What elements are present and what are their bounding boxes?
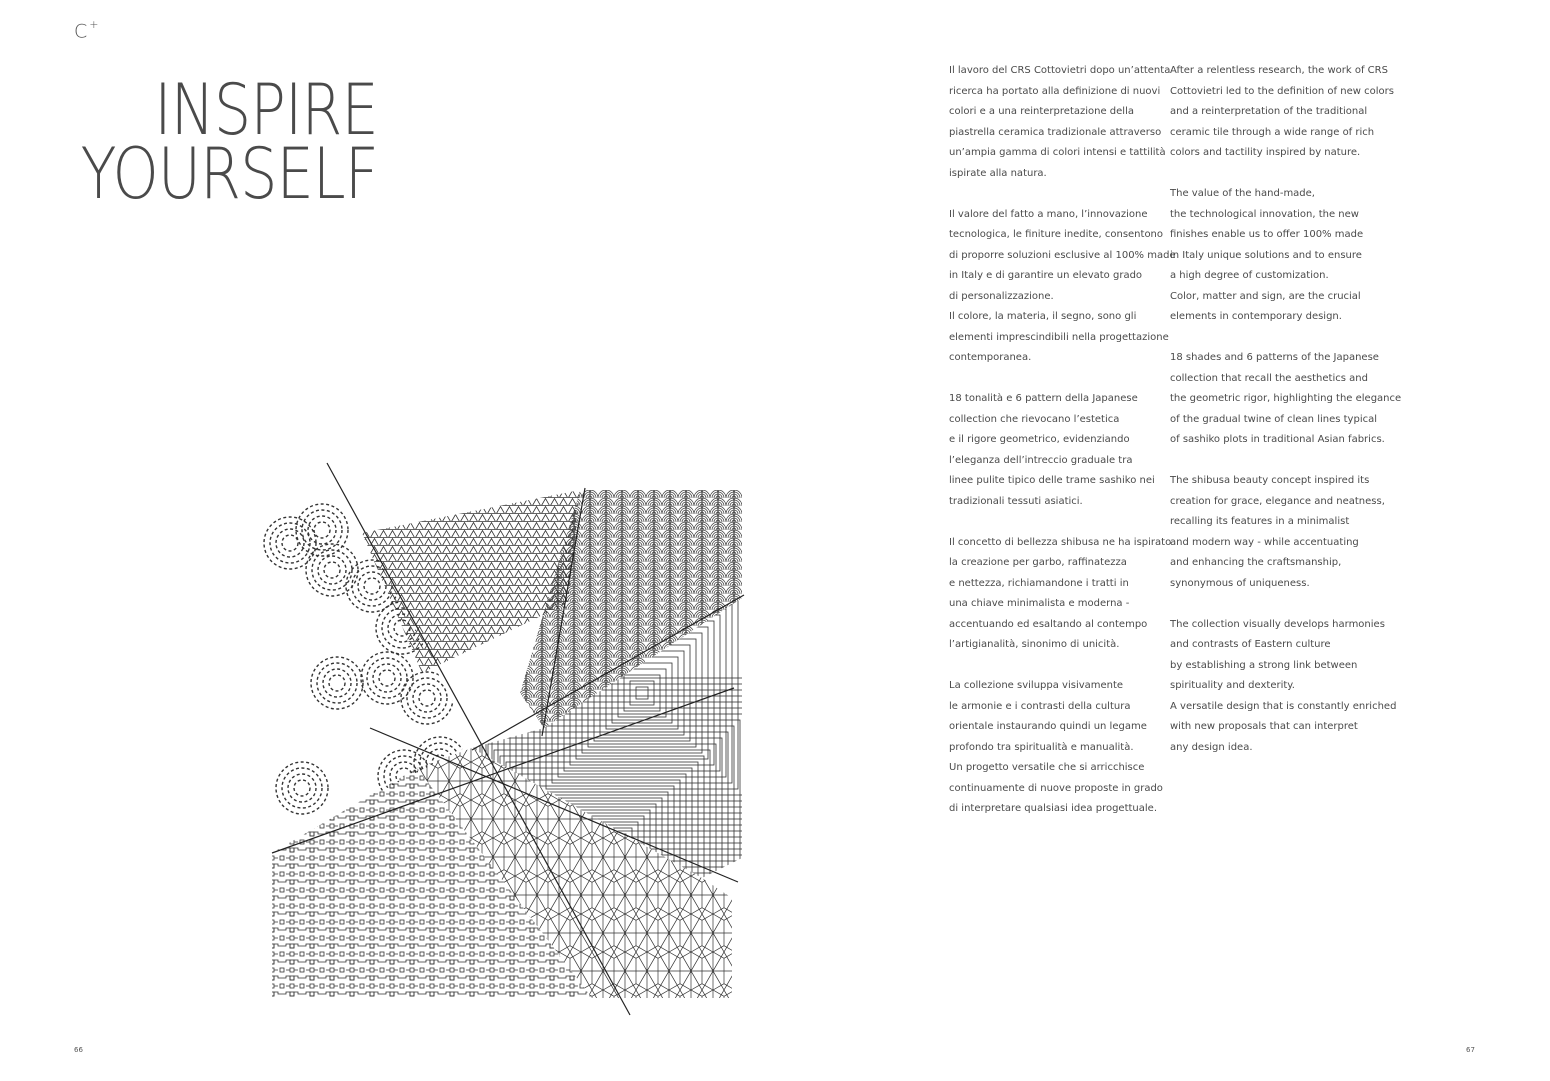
paragraph-gap: [1170, 451, 1385, 472]
italian-text-column: [949, 61, 1176, 820]
text-line: elements in contemporary design.: [1170, 311, 1342, 322]
text-line: A versatile design that is constantly enriched: [1170, 700, 1397, 712]
text-line: Il valore del fatto a mano, l’innovazione: [949, 208, 1148, 220]
text-line: di proporre soluzioni esclusive al 100% made: [949, 249, 1176, 261]
text-line: Il colore, la materia, il segno, sono gli: [949, 311, 1137, 322]
text-line: and contrasts of Eastern culture: [1170, 639, 1331, 650]
text-line: finishes enable us to offer 100% made: [1170, 229, 1364, 240]
text-line: colors and tactility inspired by nature.: [1170, 147, 1361, 158]
text-line: creation for grace, elegance and neatness,: [1170, 495, 1385, 507]
text-line: Un progetto versatile che si arricchisce: [949, 762, 1145, 773]
text-line: tradizionali tessuti asiatici.: [949, 495, 1083, 507]
text-line: profondo tra spiritualità e manualità.: [949, 741, 1134, 753]
text-line: collection that recall the aesthetics and: [1170, 372, 1368, 384]
text-line: linee pulite tipico delle trame sashiko nei: [949, 475, 1155, 486]
text-line: tecnologica, le finiture inedite, consentono: [949, 229, 1164, 240]
paragraph-gap: [949, 184, 1164, 205]
brand-plus: +: [89, 18, 100, 31]
text-line: and modern way - while accentuating: [1170, 536, 1359, 548]
page-number-left: 66: [74, 1046, 83, 1054]
text-line: 18 shades and 6 patterns of the Japanese: [1170, 352, 1379, 363]
text-line: and enhancing the craftsmanship,: [1170, 557, 1342, 568]
text-line: The shibusa beauty concept inspired its: [1170, 475, 1370, 486]
text-line: Cottovietri led to the definition of new colors: [1170, 85, 1394, 97]
page-number-right: 67: [1466, 1046, 1475, 1054]
text-line: orientale instaurando quindi un legame: [949, 721, 1147, 732]
english-text-column: [1170, 61, 1402, 758]
text-line: of the gradual twine of clean lines typical: [1170, 413, 1378, 425]
text-line: spirituality and dexterity.: [1170, 680, 1295, 691]
title-line-2: YOURSELF: [80, 133, 378, 215]
text-line: The value of the hand-made,: [1170, 188, 1315, 199]
brand-logo: [74, 20, 100, 42]
text-line: recalling its features in a minimalist: [1170, 516, 1350, 527]
text-line: e nettezza, richiamandone i tratti in: [949, 577, 1129, 589]
text-line: the geometric rigor, highlighting the elegance: [1170, 393, 1402, 404]
paragraph-gap: [949, 656, 1164, 677]
text-line: Il lavoro del CRS Cottovietri dopo un’attenta: [949, 65, 1171, 76]
brand-letter: C: [74, 20, 89, 43]
text-line: l’artigianalità, sinonimo di unicità.: [949, 639, 1120, 650]
text-line: di personalizzazione.: [949, 290, 1054, 302]
text-line: una chiave minimalista e moderna -: [949, 598, 1130, 609]
text-line: accentuando ed esaltando al contempo: [949, 618, 1148, 630]
text-line: any design idea.: [1170, 741, 1253, 753]
text-line: and a reinterpretation of the traditional: [1170, 106, 1368, 117]
text-line: colori e a una reinterpretazione della: [949, 106, 1134, 117]
text-line: le armonie e i contrasti della cultura: [949, 700, 1131, 712]
paragraph-gap: [1170, 594, 1385, 615]
paragraph-gap: [1170, 164, 1385, 185]
text-line: of sashiko plots in traditional Asian fabrics.: [1170, 434, 1385, 445]
text-line: with new proposals that can interpret: [1170, 721, 1358, 732]
text-line: La collezione sviluppa visivamente: [949, 680, 1124, 691]
text-line: ceramic tile through a wide range of rich: [1170, 126, 1375, 138]
japanese-patterns-illustration: [262, 458, 752, 1018]
text-line: in Italy e di garantire un elevato grado: [949, 270, 1143, 281]
text-line: 18 tonalità e 6 pattern della Japanese: [949, 393, 1138, 404]
text-line: The collection visually develops harmonies: [1170, 618, 1385, 630]
text-line: un’ampia gamma di colori intensi e tattilità: [949, 147, 1166, 158]
title-line-1: INSPIRE: [154, 69, 378, 151]
text-line: ispirate alla natura.: [949, 167, 1047, 179]
text-line: piastrella ceramica tradizionale attraverso: [949, 126, 1162, 138]
text-line: la creazione per garbo, raffinatezza: [949, 557, 1127, 568]
page-title: [24, 69, 378, 215]
text-line: synonymous of uniqueness.: [1170, 577, 1310, 589]
text-line: a high degree of customization.: [1170, 270, 1329, 281]
paragraph-gap: [1170, 328, 1385, 349]
text-line: e il rigore geometrico, evidenziando: [949, 434, 1130, 445]
text-line: After a relentless research, the work of CRS: [1170, 65, 1388, 76]
text-line: elementi imprescindibili nella progettazione: [949, 331, 1169, 343]
text-line: Il concetto di bellezza shibusa ne ha ispirato: [949, 536, 1172, 548]
text-line: continuamente di nuove proposte in grado: [949, 782, 1163, 794]
paragraph-gap: [949, 512, 1164, 533]
text-line: Color, matter and sign, are the crucial: [1170, 290, 1361, 302]
text-line: ricerca ha portato alla definizione di nuovi: [949, 85, 1161, 97]
text-line: in Italy unique solutions and to ensure: [1170, 249, 1362, 261]
text-line: contemporanea.: [949, 352, 1032, 363]
text-line: l’eleganza dell’intreccio graduale tra: [949, 454, 1133, 466]
text-line: by establishing a strong link between: [1170, 659, 1358, 671]
text-line: collection che rievocano l’estetica: [949, 413, 1120, 425]
paragraph-gap: [949, 369, 1164, 390]
text-line: di interpretare qualsiasi idea progettuale.: [949, 803, 1158, 814]
text-line: the technological innovation, the new: [1170, 208, 1359, 220]
